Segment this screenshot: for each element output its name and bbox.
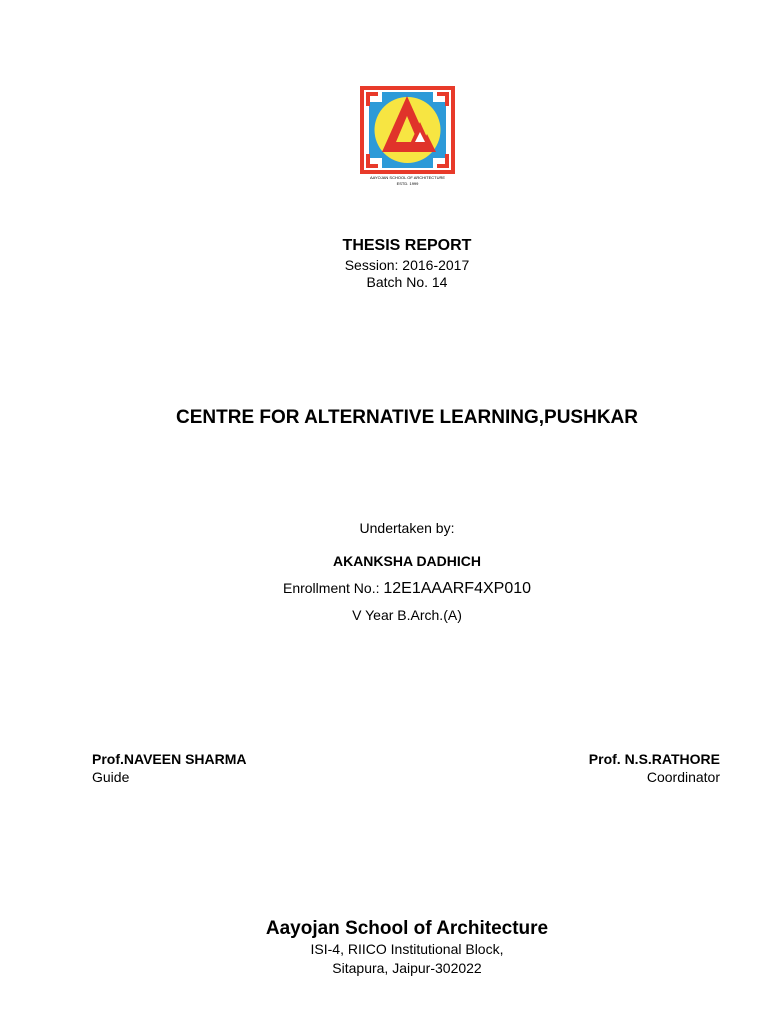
undertaken-label: Undertaken by:: [359, 520, 455, 536]
school-address-line2: Sitapura, Jaipur-302022: [332, 960, 482, 976]
coordinator-role: Coordinator: [646, 769, 720, 785]
enrollment-number: 12E1AAARF4XP010: [383, 580, 532, 597]
school-address-line1: ISI-4, RIICO Institutional Block,: [310, 941, 504, 957]
year-text: V Year B.Arch.(A): [352, 607, 462, 623]
coordinator-name: Prof. N.S.RATHORE: [588, 751, 720, 767]
report-title: THESIS REPORT: [342, 237, 472, 254]
session-text: Session: 2016-2017: [344, 257, 470, 273]
batch-text: Batch No. 14: [366, 274, 448, 290]
guide-name: Prof.NAVEEN SHARMA: [92, 751, 247, 767]
student-name: AKANKSHA DADHICH: [332, 553, 482, 569]
logo-estd-text: ESTD. 1999: [396, 181, 419, 186]
aayojan-school-logo-icon: [360, 86, 455, 174]
guide-role: Guide: [92, 769, 130, 785]
enrollment-label: Enrollment No.:: [282, 580, 380, 596]
project-title: CENTRE FOR ALTERNATIVE LEARNING,PUSHKAR: [176, 407, 638, 428]
school-logo: [360, 86, 455, 188]
logo-school-text: AAYOJAN SCHOOL OF ARCHITECTURE: [369, 175, 446, 180]
enrollment-line: [0, 578, 768, 599]
school-name: Aayojan School of Architecture: [265, 918, 549, 939]
